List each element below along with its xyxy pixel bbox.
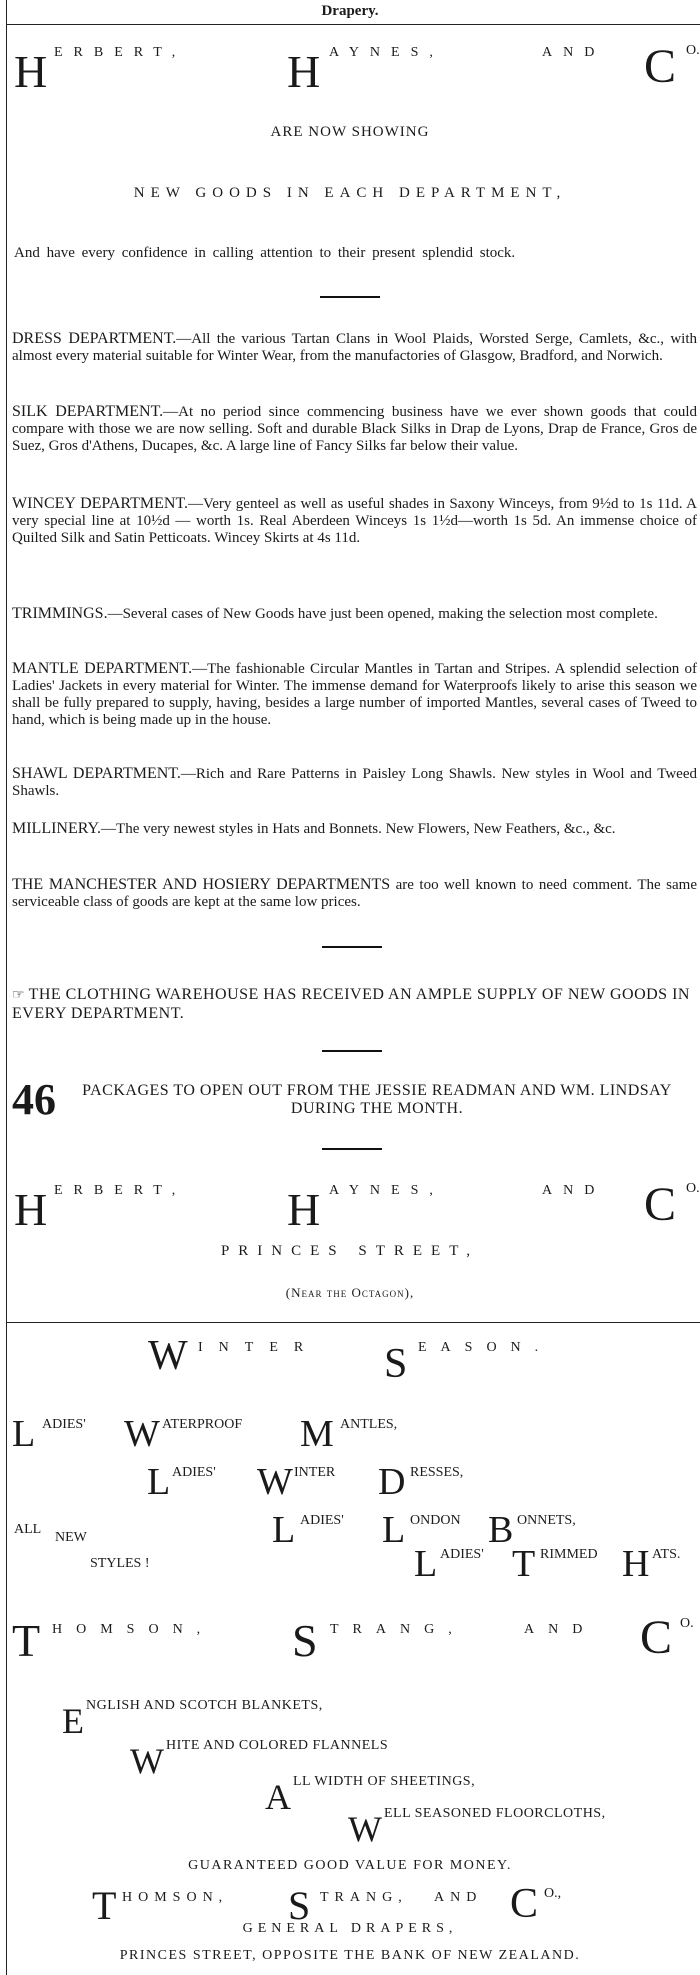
dept-head: TRIMMINGS.: [12, 605, 108, 622]
hhc-haynes: AYNES,: [329, 1183, 444, 1198]
winter-line-2: [12, 1460, 692, 1510]
winter-line-4: [12, 1542, 692, 1592]
hhc-o: O.: [686, 1181, 700, 1196]
rest: HITE AND COLORED FLANNELS: [166, 1738, 389, 1753]
hhc-h2: H: [287, 1184, 321, 1235]
rest: LL WIDTH OF SHEETINGS,: [293, 1774, 476, 1789]
cap: B: [488, 1509, 514, 1551]
hhc-o: O.: [686, 43, 700, 58]
rest: ADIES': [440, 1547, 484, 1562]
dept-trimmings: [12, 605, 697, 623]
tsc-o: O.: [680, 1616, 694, 1631]
tsc-t: T: [92, 1883, 117, 1928]
hhc-masthead: [14, 35, 700, 97]
section-label: Drapery.: [321, 3, 379, 19]
cap: W: [130, 1741, 164, 1781]
hhc-h2: H: [287, 46, 321, 97]
left-column-rule: [6, 0, 7, 1975]
tsc-t: T: [12, 1615, 41, 1666]
dept-wincey: [12, 495, 697, 547]
dept-text: —Rich and Rare Patterns in Paisley Long Shawls. New styles in Wool and Tweed Shawls.: [12, 766, 697, 799]
cap: W: [124, 1413, 160, 1455]
cap: H: [622, 1543, 650, 1585]
rest: ONDON: [410, 1513, 461, 1528]
winter-all: ALL: [14, 1522, 42, 1537]
tsc-homson: HOMSON,: [52, 1622, 215, 1637]
divider-2: [322, 946, 382, 948]
divider-3: [322, 1050, 382, 1052]
dept-head: MILLINERY.: [12, 820, 102, 837]
divider-4: [322, 1148, 382, 1150]
tsc-address: PRINCES STREET, OPPOSITE THE BANK OF NEW ZEALAND.: [119, 1948, 581, 1963]
tsc-and: AND: [524, 1622, 597, 1637]
hhc-herbert: ERBERT,: [54, 1183, 187, 1198]
tsc-c: C: [510, 1881, 539, 1927]
dept-head: SILK DEPARTMENT.: [12, 403, 164, 420]
dept-shawl: [12, 765, 697, 800]
dept-millinery: [12, 820, 697, 838]
divider-1: [320, 296, 380, 298]
dept-head: THE MANCHESTER AND HOSIERY DEPARTMENTS: [12, 876, 391, 893]
hhc-h1: H: [14, 46, 48, 97]
cap: W: [257, 1461, 293, 1503]
cap: L: [272, 1509, 296, 1551]
hhc-masthead-footer: [14, 1173, 700, 1235]
rest: ELL SEASONED FLOORCLOTHS,: [384, 1806, 606, 1821]
confidence-line: And have every confidence in calling attention to their present splendid stock.: [14, 245, 516, 261]
packages-text: PACKAGES TO OPEN OUT FROM THE JESSIE READMAN AND WM. LINDSAY DURING THE MONTH.: [82, 1082, 672, 1117]
rest: ATS.: [652, 1547, 681, 1562]
dept-text: —The very newest styles in Hats and Bonnets. New Flowers, New Feathers, &c., &c.: [101, 821, 616, 837]
hhc-and: AND: [542, 1183, 606, 1198]
tsc-homson: HOMSON,: [122, 1890, 229, 1905]
rest: ATERPROOF: [162, 1417, 243, 1432]
tsc-guarantee: GUARANTEED GOOD VALUE FOR MONEY.: [188, 1858, 512, 1873]
dept-manchester: [12, 876, 697, 911]
section-rule: [6, 1322, 700, 1323]
dept-mantle: [12, 660, 697, 729]
tsc-footer-o: O.,: [544, 1886, 562, 1901]
dept-head: WINCEY DEPARTMENT.: [12, 495, 189, 512]
tsc-footer-and: AND: [434, 1890, 483, 1905]
tsc-s: S: [292, 1615, 318, 1666]
rest: ADIES': [300, 1513, 344, 1528]
dept-text: —Very genteel as well as useful shades in Saxony Winceys, from 9½d to 1s 11d. A very special line at 10½d — worth 1s. Real Aberdeen Winceys 1s 1½d—worth 1s 5d. An immense choice of Quilted Silk and Satin Petticoats. Wincey Skirts at 4s 11d.: [12, 496, 697, 546]
cap: L: [147, 1461, 171, 1503]
hhc-near: (Near the Octagon),: [285, 1285, 415, 1300]
dept-head: DRESS DEPARTMENT.: [12, 330, 177, 347]
cap: L: [414, 1543, 438, 1585]
dept-head: SHAWL DEPARTMENT.: [12, 765, 181, 782]
showing-line: ARE NOW SHOWING: [270, 124, 430, 140]
tsc-trang: TRANG,: [330, 1622, 466, 1637]
clothing-notice: [12, 986, 697, 1023]
hhc-c: C: [644, 40, 677, 93]
dept-text: —The fashionable Circular Mantles in Tartan and Stripes. A splendid selection of Ladies' Jackets in every material for Winter. The immense demand for Waterproofs likely to arise this season we shall be fully prepared to supply, having, besides a large number of imported Mantles, several cases of Tweed to hand, which is being made up in the house.: [12, 661, 698, 728]
rest: ANTLES,: [340, 1417, 398, 1432]
dept-text: are too well known to need comment. The same serviceable class of goods are kept at the same low prices.: [12, 877, 698, 910]
rest: RESSES,: [410, 1465, 464, 1480]
tsc-s: S: [288, 1883, 311, 1928]
cap: W: [348, 1809, 382, 1849]
new-goods-line: NEW GOODS IN EACH DEPARTMENT,: [133, 185, 567, 201]
cap: A: [265, 1777, 291, 1817]
top-rule: [6, 24, 700, 25]
cap: M: [300, 1413, 334, 1455]
winter-line-1: [12, 1412, 692, 1462]
cap: T: [512, 1543, 536, 1585]
rest: ONNETS,: [517, 1513, 576, 1528]
hhc-herbert: ERBERT,: [54, 45, 187, 60]
pointing-hand-icon: ☞: [12, 988, 25, 1003]
rest: INTER: [294, 1465, 336, 1480]
rest: RIMMED: [540, 1547, 598, 1562]
rest: ADIES': [172, 1465, 216, 1480]
packages-number: 46: [12, 1075, 56, 1124]
winter-styles: STYLES !: [90, 1556, 150, 1571]
hhc-c: C: [644, 1178, 677, 1231]
rest: ADIES': [42, 1417, 86, 1432]
tsc-c: C: [640, 1611, 673, 1664]
winter-s: S: [384, 1341, 408, 1387]
dept-silk: [12, 403, 697, 455]
cap: L: [12, 1413, 36, 1455]
hhc-and: AND: [542, 45, 606, 60]
clothing-text: THE CLOTHING WAREHOUSE HAS RECEIVED AN AMPLE SUPPLY OF NEW GOODS IN EVERY DEPARTMENT.: [12, 986, 690, 1022]
hhc-haynes: AYNES,: [329, 45, 444, 60]
dept-text: —At no period since commencing business have we ever shown goods that could compare with those we are now selling. Soft and durable Black Silks in Drap de Lyons, Drap de France, Gros de Suez, Gros d'Athens, Ducapes, &c. A large line of Fancy Silks far below their value.: [12, 404, 697, 454]
tsc-trang: TRANG,: [320, 1890, 408, 1905]
cap: L: [382, 1509, 406, 1551]
tsc-general: GENERAL DRAPERS,: [242, 1921, 458, 1936]
dept-text: —Several cases of New Goods have just been opened, making the selection most complete.: [107, 606, 658, 622]
hhc-h1: H: [14, 1184, 48, 1235]
winter-w: W: [148, 1333, 188, 1379]
winter-eason: EASON.: [418, 1340, 553, 1355]
rest: NGLISH AND SCOTCH BLANKETS,: [86, 1698, 323, 1713]
winter-new: NEW: [55, 1530, 87, 1545]
winter-inter: INTER: [198, 1340, 320, 1355]
winter-season-heading: [148, 1332, 568, 1387]
hhc-address: PRINCES STREET,: [220, 1243, 480, 1259]
tsc-masthead: [12, 1610, 692, 1670]
dept-dress: [12, 330, 697, 365]
cap: D: [378, 1461, 406, 1503]
dept-head: MANTLE DEPARTMENT.: [12, 660, 193, 677]
dept-text: —All the various Tartan Clans in Wool Plaids, Worsted Serge, Camlets, &c., with almost every material suitable for Winter Wear, from the manufactories of Glasgow, Bradford, and Norwich.: [12, 331, 697, 364]
cap: E: [62, 1701, 84, 1741]
